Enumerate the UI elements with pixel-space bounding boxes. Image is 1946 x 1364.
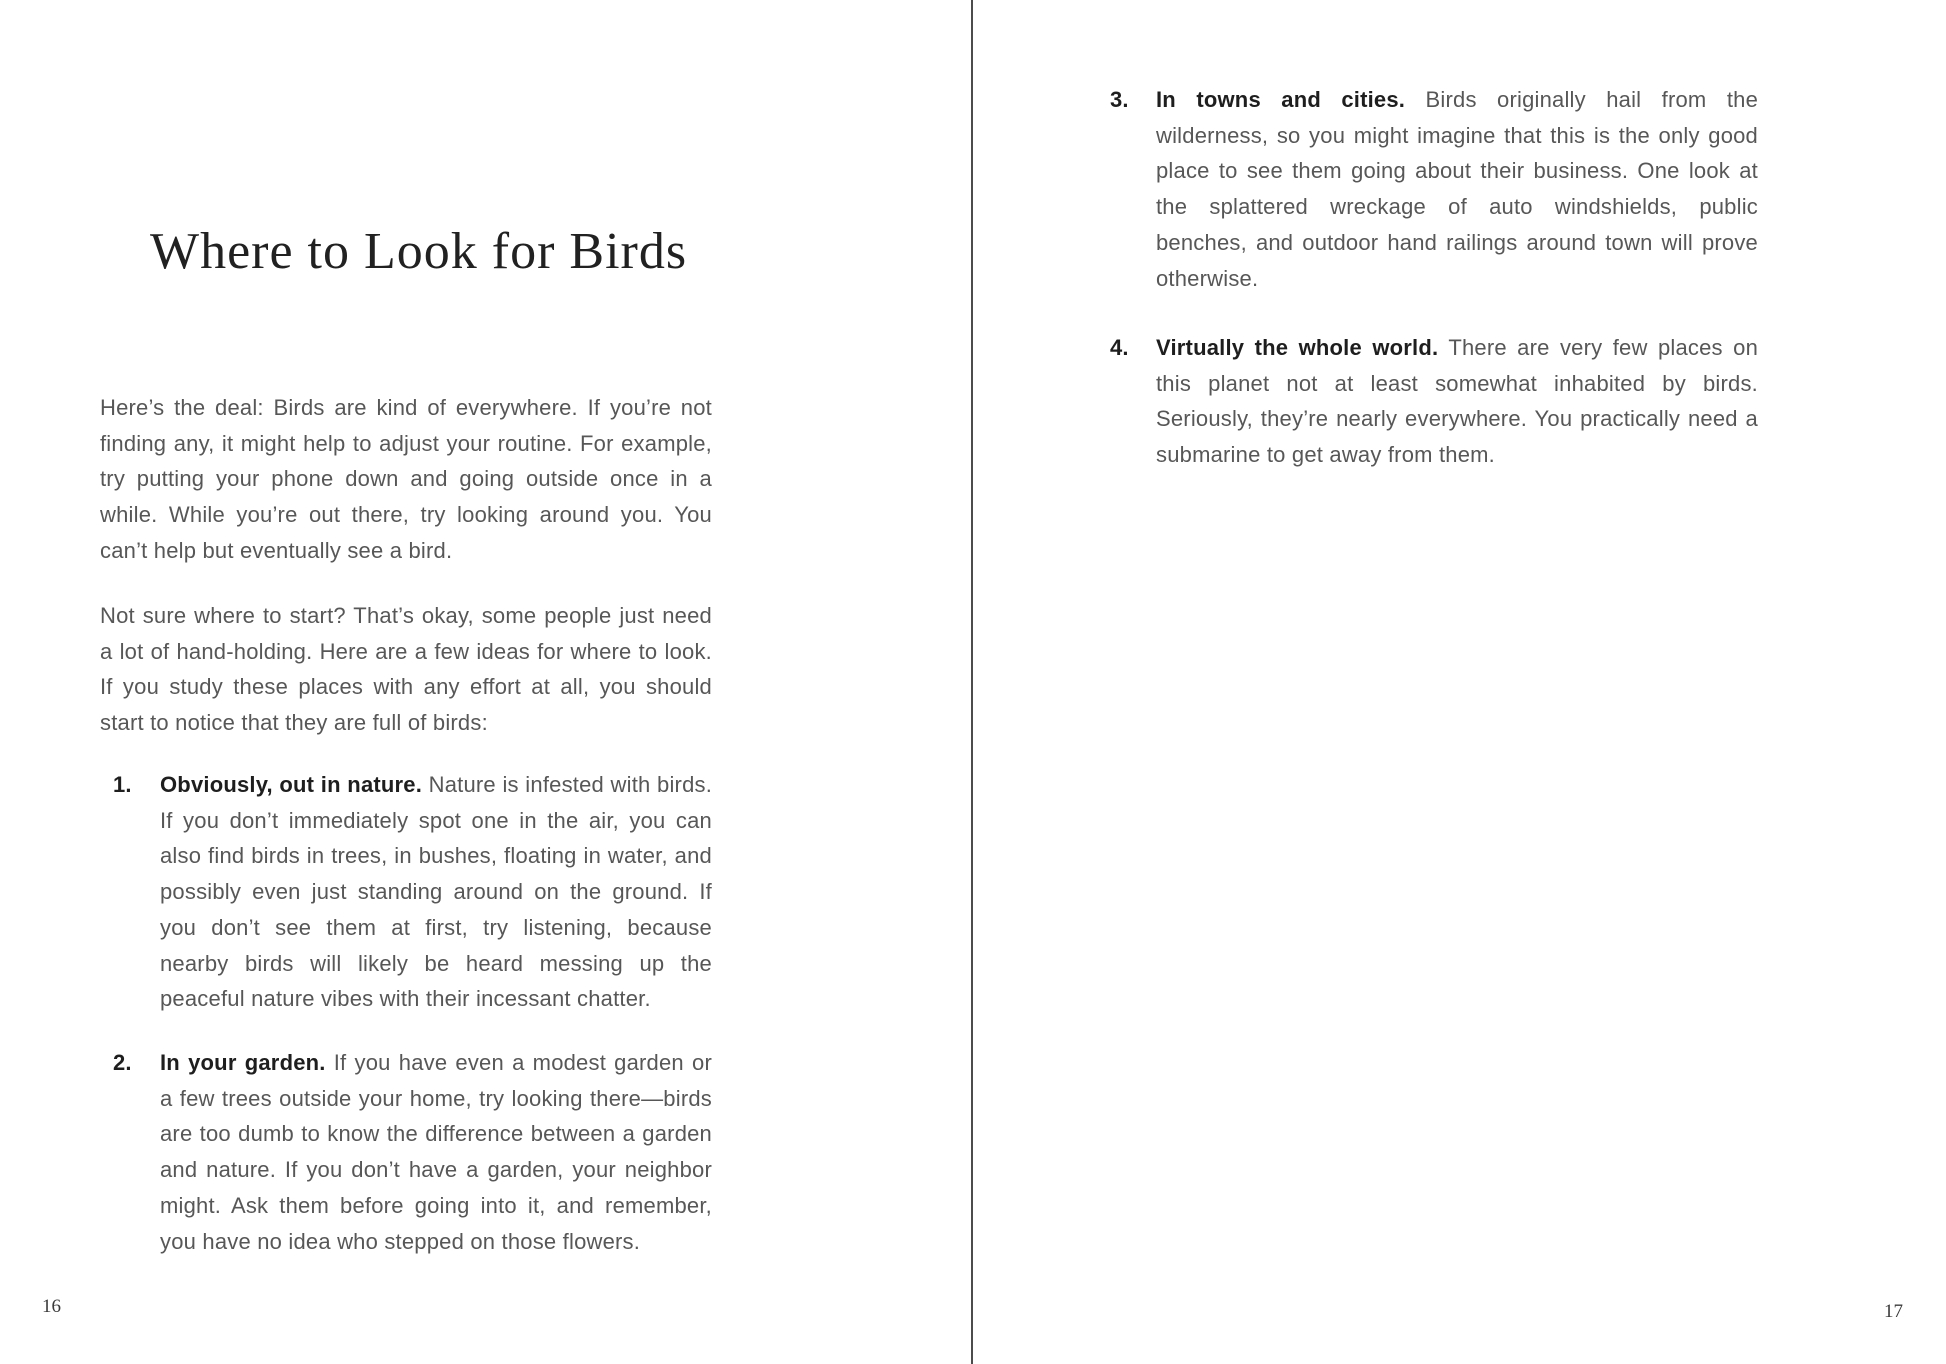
list-item-2 [100,1045,712,1259]
page-number-left: 16 [42,1296,61,1317]
chapter-title: Where to Look for Birds [150,223,688,280]
list-item-4-text: There are very few places on this planet not at least somewhat inhabited by birds. Seriously, they’re nearly everywhere. You practically need a submarine to get away from them. [1156,335,1759,468]
list-item-1-number: 1. [113,772,132,797]
page-number-right: 17 [1884,1301,1903,1322]
list-item-1 [100,767,712,1017]
spine-divider-line [971,0,973,1364]
list-item-2-text: If you have even a modest garden or a few trees outside your home, try looking there—birds are too dumb to know the difference between a garden and nature. If you don’t have a garden, your neighbor might. Ask them before going into it, and remember, you have no idea who stepped on those flowers. [160,1050,712,1254]
list-item-3-number: 3. [1110,87,1129,112]
list-item-3 [1110,82,1758,296]
list-item-3-text: Birds originally hail from the wilderness, so you might imagine that this is the only good place to see them going about their business. One look at the splattered wreckage of auto windshields, public benches, and outdoor hand railings around town will prove otherwise. [1156,87,1759,291]
list-item-3-lead: In towns and cities. [1156,87,1406,112]
list-item-4-number: 4. [1110,335,1129,360]
list-item-2-lead: In your garden. [160,1050,326,1075]
list-item-4 [1110,330,1758,473]
intro-paragraph-1: Here’s the deal: Birds are kind of everywhere. If you’re not finding any, it might help to adjust your routine. For example, try putting your phone down and going outside once in a while. While you’re out there, try looking around you. You can’t help but eventually see a bird. [100,395,712,563]
list-item-1-lead: Obviously, out in nature. [160,772,423,797]
list-item-1-text: Nature is infested with birds. If you don’t immediately spot one in the air, you can also find birds in trees, in bushes, floating in water, and possibly even just standing around on the ground. If you don’t see them at first, try listening, because nearby birds will likely be heard messing up the peaceful nature vibes with their incessant chatter. [160,772,713,1012]
intro-paragraph-2: Not sure where to start? That’s okay, some people just need a lot of hand-holding. Here are a few ideas for where to look. If you study these places with any effort at all, you should start to notice that they are full of birds: [100,603,712,736]
list-item-2-number: 2. [113,1050,132,1075]
list-item-4-lead: Virtually the whole world. [1156,335,1439,360]
